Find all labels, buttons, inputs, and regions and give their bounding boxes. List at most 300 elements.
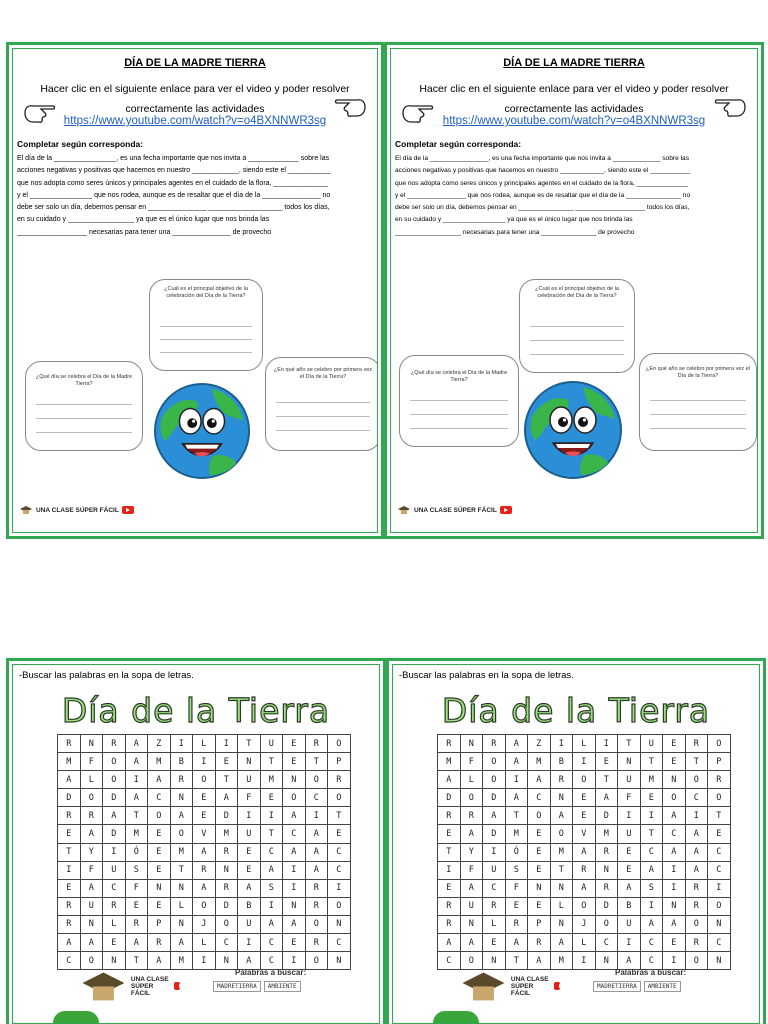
grid-letter[interactable]: I xyxy=(438,861,461,879)
grid-letter[interactable]: E xyxy=(125,897,148,915)
grid-letter[interactable]: S xyxy=(125,861,148,879)
grid-letter[interactable]: A xyxy=(685,861,708,879)
grid-letter[interactable]: M xyxy=(595,825,618,843)
grid-letter[interactable]: A xyxy=(685,843,708,861)
grid-letter[interactable]: R xyxy=(573,861,596,879)
grid-letter[interactable]: E xyxy=(438,879,461,897)
grid-letter[interactable]: V xyxy=(193,825,216,843)
grid-letter[interactable]: D xyxy=(103,825,126,843)
grid-letter[interactable]: E xyxy=(528,825,551,843)
grid-letter[interactable]: O xyxy=(708,735,731,753)
grid-letter[interactable]: A xyxy=(80,934,103,952)
grid-letter[interactable]: O xyxy=(685,915,708,933)
grid-letter[interactable]: O xyxy=(283,789,306,807)
grid-letter[interactable]: L xyxy=(573,735,596,753)
grid-letter[interactable]: A xyxy=(460,825,483,843)
grid-letter[interactable]: N xyxy=(328,915,351,933)
grid-letter[interactable]: A xyxy=(170,807,193,825)
grid-letter[interactable]: A xyxy=(618,879,641,897)
grid-letter[interactable]: L xyxy=(193,934,216,952)
grid-letter[interactable]: C xyxy=(438,952,461,970)
grid-letter[interactable]: I xyxy=(283,952,306,970)
grid-letter[interactable]: O xyxy=(550,825,573,843)
grid-letter[interactable]: T xyxy=(640,753,663,771)
question-box-right[interactable] xyxy=(265,357,378,451)
grid-letter[interactable]: N xyxy=(708,915,731,933)
grid-letter[interactable]: O xyxy=(708,897,731,915)
grid-letter[interactable]: I xyxy=(663,879,686,897)
grid-letter[interactable]: O xyxy=(305,915,328,933)
grid-letter[interactable]: E xyxy=(58,879,81,897)
grid-letter[interactable]: A xyxy=(505,735,528,753)
grid-letter[interactable]: T xyxy=(618,735,641,753)
grid-letter[interactable]: I xyxy=(640,807,663,825)
grid-letter[interactable]: E xyxy=(148,843,171,861)
grid-letter[interactable]: M xyxy=(640,771,663,789)
grid-letter[interactable]: O xyxy=(305,952,328,970)
grid-letter[interactable]: O xyxy=(103,753,126,771)
grid-letter[interactable]: N xyxy=(595,861,618,879)
grid-letter[interactable]: C xyxy=(260,843,283,861)
grid-letter[interactable]: R xyxy=(595,843,618,861)
grid-letter[interactable]: A xyxy=(640,915,663,933)
grid-letter[interactable]: R xyxy=(438,807,461,825)
grid-letter[interactable]: C xyxy=(708,843,731,861)
grid-letter[interactable]: A xyxy=(193,879,216,897)
grid-letter[interactable]: R xyxy=(685,735,708,753)
grid-letter[interactable]: N xyxy=(618,753,641,771)
grid-letter[interactable]: R xyxy=(215,843,238,861)
grid-letter[interactable]: O xyxy=(595,915,618,933)
grid-letter[interactable]: A xyxy=(618,952,641,970)
grid-letter[interactable]: U xyxy=(238,771,261,789)
grid-letter[interactable]: N xyxy=(170,915,193,933)
grid-letter[interactable]: R xyxy=(438,735,461,753)
grid-letter[interactable]: A xyxy=(283,807,306,825)
grid-letter[interactable]: C xyxy=(215,934,238,952)
grid-letter[interactable]: R xyxy=(483,897,506,915)
grid-letter[interactable]: P xyxy=(708,753,731,771)
grid-letter[interactable]: A xyxy=(283,843,306,861)
grid-letter[interactable]: I xyxy=(663,952,686,970)
grid-letter[interactable]: R xyxy=(505,915,528,933)
question-box-center[interactable] xyxy=(519,279,635,373)
grid-letter[interactable]: E xyxy=(193,807,216,825)
grid-letter[interactable]: C xyxy=(640,843,663,861)
grid-letter[interactable]: O xyxy=(573,897,596,915)
grid-letter[interactable]: T xyxy=(505,952,528,970)
grid-letter[interactable]: U xyxy=(460,897,483,915)
grid-letter[interactable]: I xyxy=(58,861,81,879)
grid-letter[interactable]: E xyxy=(663,934,686,952)
grid-letter[interactable]: R xyxy=(708,771,731,789)
grid-letter[interactable]: D xyxy=(595,807,618,825)
grid-letter[interactable]: A xyxy=(170,934,193,952)
video-link[interactable]: https://www.youtube.com/watch?v=o4BXNNWR3sg xyxy=(63,115,327,127)
grid-letter[interactable]: N xyxy=(528,879,551,897)
grid-letter[interactable]: I xyxy=(238,807,261,825)
grid-letter[interactable]: O xyxy=(573,771,596,789)
grid-letter[interactable]: I xyxy=(283,861,306,879)
grid-letter[interactable]: R xyxy=(58,735,81,753)
grid-letter[interactable]: A xyxy=(260,861,283,879)
grid-letter[interactable]: F xyxy=(460,861,483,879)
grid-letter[interactable]: I xyxy=(125,771,148,789)
grid-letter[interactable]: R xyxy=(305,735,328,753)
grid-letter[interactable]: N xyxy=(708,952,731,970)
grid-letter[interactable]: N xyxy=(80,915,103,933)
grid-letter[interactable]: U xyxy=(238,915,261,933)
grid-letter[interactable]: T xyxy=(125,807,148,825)
grid-letter[interactable]: R xyxy=(103,735,126,753)
grid-letter[interactable]: O xyxy=(80,952,103,970)
grid-letter[interactable]: V xyxy=(573,825,596,843)
grid-letter[interactable]: R xyxy=(595,879,618,897)
grid-letter[interactable]: A xyxy=(125,934,148,952)
grid-letter[interactable]: T xyxy=(260,753,283,771)
grid-letter[interactable]: N xyxy=(550,915,573,933)
grid-letter[interactable]: E xyxy=(640,789,663,807)
grid-letter[interactable]: E xyxy=(283,753,306,771)
grid-letter[interactable]: E xyxy=(283,735,306,753)
grid-letter[interactable]: L xyxy=(460,771,483,789)
grid-letter[interactable]: A xyxy=(125,789,148,807)
grid-letter[interactable]: E xyxy=(573,789,596,807)
grid-letter[interactable]: Z xyxy=(528,735,551,753)
grid-letter[interactable]: A xyxy=(125,753,148,771)
grid-letter[interactable]: A xyxy=(305,843,328,861)
grid-letter[interactable]: N xyxy=(215,861,238,879)
grid-letter[interactable]: U xyxy=(103,861,126,879)
grid-letter[interactable]: C xyxy=(483,879,506,897)
grid-letter[interactable]: A xyxy=(80,879,103,897)
grid-letter[interactable]: F xyxy=(80,861,103,879)
grid-letter[interactable]: I xyxy=(238,934,261,952)
grid-letter[interactable]: R xyxy=(438,897,461,915)
grid-letter[interactable]: Ó xyxy=(505,843,528,861)
grid-letter[interactable]: N xyxy=(170,879,193,897)
grid-letter[interactable]: D xyxy=(215,897,238,915)
grid-letter[interactable]: N xyxy=(238,753,261,771)
grid-letter[interactable]: N xyxy=(170,789,193,807)
grid-letter[interactable]: A xyxy=(438,934,461,952)
grid-letter[interactable]: R xyxy=(103,897,126,915)
grid-letter[interactable]: R xyxy=(685,934,708,952)
grid-letter[interactable]: E xyxy=(283,934,306,952)
grid-letter[interactable]: N xyxy=(328,952,351,970)
grid-letter[interactable]: C xyxy=(260,934,283,952)
grid-letter[interactable]: E xyxy=(528,861,551,879)
grid-letter[interactable]: Y xyxy=(460,843,483,861)
grid-letter[interactable]: C xyxy=(663,825,686,843)
grid-letter[interactable]: M xyxy=(438,753,461,771)
grid-letter[interactable]: S xyxy=(260,879,283,897)
grid-letter[interactable]: E xyxy=(260,789,283,807)
grid-letter[interactable]: T xyxy=(685,753,708,771)
grid-letter[interactable]: E xyxy=(148,825,171,843)
question-box-left[interactable] xyxy=(25,361,143,451)
grid-letter[interactable]: T xyxy=(238,735,261,753)
grid-letter[interactable]: U xyxy=(80,897,103,915)
grid-letter[interactable]: E xyxy=(148,897,171,915)
grid-letter[interactable]: T xyxy=(550,861,573,879)
grid-letter[interactable]: T xyxy=(260,825,283,843)
grid-letter[interactable]: I xyxy=(640,897,663,915)
grid-letter[interactable]: D xyxy=(483,825,506,843)
grid-letter[interactable]: S xyxy=(505,861,528,879)
grid-letter[interactable]: I xyxy=(618,807,641,825)
grid-letter[interactable]: F xyxy=(505,879,528,897)
grid-letter[interactable]: U xyxy=(483,861,506,879)
grid-letter[interactable]: I xyxy=(170,735,193,753)
grid-letter[interactable]: N xyxy=(283,771,306,789)
grid-letter[interactable]: I xyxy=(685,807,708,825)
grid-letter[interactable]: J xyxy=(573,915,596,933)
grid-letter[interactable]: N xyxy=(595,952,618,970)
grid-letter[interactable]: R xyxy=(215,879,238,897)
grid-letter[interactable]: A xyxy=(663,915,686,933)
grid-letter[interactable]: M xyxy=(58,753,81,771)
grid-letter[interactable]: R xyxy=(305,897,328,915)
grid-letter[interactable]: A xyxy=(460,934,483,952)
grid-letter[interactable]: I xyxy=(193,952,216,970)
grid-letter[interactable]: O xyxy=(328,789,351,807)
grid-letter[interactable]: O xyxy=(685,952,708,970)
grid-letter[interactable]: N xyxy=(663,897,686,915)
grid-letter[interactable]: R xyxy=(483,735,506,753)
grid-letter[interactable]: I xyxy=(260,897,283,915)
grid-letter[interactable]: R xyxy=(685,897,708,915)
grid-letter[interactable]: A xyxy=(550,934,573,952)
grid-letter[interactable]: F xyxy=(125,879,148,897)
grid-letter[interactable]: E xyxy=(238,843,261,861)
grid-letter[interactable]: P xyxy=(328,753,351,771)
grid-letter[interactable]: E xyxy=(618,861,641,879)
grid-letter[interactable]: M xyxy=(148,753,171,771)
grid-letter[interactable]: E xyxy=(573,807,596,825)
grid-letter[interactable]: M xyxy=(528,753,551,771)
grid-letter[interactable]: L xyxy=(103,915,126,933)
grid-letter[interactable]: M xyxy=(170,952,193,970)
grid-letter[interactable]: R xyxy=(550,771,573,789)
grid-letter[interactable]: T xyxy=(125,952,148,970)
grid-letter[interactable]: L xyxy=(193,735,216,753)
grid-letter[interactable]: O xyxy=(305,771,328,789)
grid-letter[interactable]: M xyxy=(125,825,148,843)
grid-letter[interactable]: E xyxy=(58,825,81,843)
grid-letter[interactable]: B xyxy=(618,897,641,915)
grid-letter[interactable]: C xyxy=(148,789,171,807)
grid-letter[interactable]: A xyxy=(283,915,306,933)
grid-letter[interactable]: C xyxy=(328,934,351,952)
grid-letter[interactable]: O xyxy=(148,807,171,825)
grid-letter[interactable]: C xyxy=(58,952,81,970)
grid-letter[interactable]: O xyxy=(663,789,686,807)
grid-letter[interactable]: E xyxy=(103,934,126,952)
grid-letter[interactable]: P xyxy=(148,915,171,933)
grid-letter[interactable]: A xyxy=(305,861,328,879)
grid-letter[interactable]: I xyxy=(260,807,283,825)
grid-letter[interactable]: M xyxy=(550,952,573,970)
letter-grid[interactable] xyxy=(57,734,351,970)
grid-letter[interactable]: O xyxy=(708,789,731,807)
grid-letter[interactable]: A xyxy=(640,861,663,879)
grid-letter[interactable]: C xyxy=(103,879,126,897)
grid-letter[interactable]: E xyxy=(663,735,686,753)
grid-letter[interactable]: O xyxy=(215,915,238,933)
grid-letter[interactable]: E xyxy=(483,934,506,952)
grid-letter[interactable]: E xyxy=(215,753,238,771)
grid-letter[interactable]: O xyxy=(528,807,551,825)
grid-letter[interactable]: A xyxy=(238,952,261,970)
grid-letter[interactable]: T xyxy=(505,807,528,825)
grid-letter[interactable]: Z xyxy=(148,735,171,753)
video-link[interactable]: https://www.youtube.com/watch?v=o4BXNNWR3sg xyxy=(442,115,706,127)
grid-letter[interactable]: R xyxy=(148,934,171,952)
grid-letter[interactable]: N xyxy=(283,897,306,915)
grid-letter[interactable]: R xyxy=(125,915,148,933)
question-box-right[interactable] xyxy=(639,353,757,451)
grid-letter[interactable]: F xyxy=(80,753,103,771)
grid-letter[interactable]: C xyxy=(260,952,283,970)
grid-letter[interactable]: N xyxy=(550,879,573,897)
grid-letter[interactable]: R xyxy=(170,771,193,789)
grid-letter[interactable]: T xyxy=(595,771,618,789)
grid-letter[interactable]: A xyxy=(483,807,506,825)
grid-letter[interactable]: I xyxy=(573,753,596,771)
grid-letter[interactable]: U xyxy=(640,735,663,753)
grid-letter[interactable]: A xyxy=(80,825,103,843)
grid-letter[interactable]: A xyxy=(438,771,461,789)
grid-letter[interactable]: D xyxy=(595,897,618,915)
grid-letter[interactable]: T xyxy=(438,843,461,861)
grid-letter[interactable]: E xyxy=(595,753,618,771)
grid-letter[interactable]: O xyxy=(328,897,351,915)
grid-letter[interactable]: E xyxy=(238,861,261,879)
grid-letter[interactable]: F xyxy=(460,753,483,771)
grid-letter[interactable]: F xyxy=(238,789,261,807)
grid-letter[interactable]: C xyxy=(328,843,351,861)
grid-letter[interactable]: I xyxy=(663,861,686,879)
grid-letter[interactable]: M xyxy=(505,825,528,843)
grid-letter[interactable]: I xyxy=(283,879,306,897)
grid-letter[interactable]: R xyxy=(80,807,103,825)
grid-letter[interactable]: A xyxy=(505,753,528,771)
grid-letter[interactable]: N xyxy=(663,771,686,789)
grid-letter[interactable]: A xyxy=(460,879,483,897)
grid-letter[interactable]: D xyxy=(438,789,461,807)
grid-letter[interactable]: O xyxy=(328,735,351,753)
grid-letter[interactable]: I xyxy=(193,753,216,771)
grid-letter[interactable]: I xyxy=(328,879,351,897)
grid-letter[interactable]: O xyxy=(460,952,483,970)
grid-letter[interactable]: A xyxy=(193,843,216,861)
grid-letter[interactable]: A xyxy=(103,807,126,825)
grid-letter[interactable]: T xyxy=(640,825,663,843)
grid-letter[interactable]: U xyxy=(238,825,261,843)
grid-letter[interactable]: E xyxy=(193,789,216,807)
grid-letter[interactable]: O xyxy=(460,789,483,807)
grid-letter[interactable]: C xyxy=(283,825,306,843)
grid-letter[interactable]: A xyxy=(238,879,261,897)
grid-letter[interactable]: T xyxy=(708,807,731,825)
grid-letter[interactable]: A xyxy=(573,879,596,897)
grid-letter[interactable]: A xyxy=(595,789,618,807)
grid-letter[interactable]: N xyxy=(460,735,483,753)
grid-letter[interactable]: R xyxy=(193,861,216,879)
grid-letter[interactable]: N xyxy=(215,952,238,970)
grid-letter[interactable]: M xyxy=(550,843,573,861)
grid-letter[interactable]: C xyxy=(685,789,708,807)
grid-letter[interactable]: R xyxy=(58,807,81,825)
grid-letter[interactable]: I xyxy=(618,934,641,952)
grid-letter[interactable]: C xyxy=(640,934,663,952)
grid-letter[interactable]: D xyxy=(483,789,506,807)
grid-letter[interactable]: O xyxy=(193,771,216,789)
grid-letter[interactable]: R xyxy=(305,879,328,897)
grid-letter[interactable]: E xyxy=(505,897,528,915)
grid-letter[interactable]: R xyxy=(528,934,551,952)
grid-letter[interactable]: T xyxy=(328,807,351,825)
grid-letter[interactable]: A xyxy=(573,843,596,861)
question-box-left[interactable] xyxy=(399,355,519,447)
grid-letter[interactable]: A xyxy=(58,934,81,952)
grid-letter[interactable]: R xyxy=(305,934,328,952)
grid-letter[interactable]: A xyxy=(305,825,328,843)
grid-letter[interactable]: M xyxy=(260,771,283,789)
grid-letter[interactable]: A xyxy=(58,771,81,789)
grid-letter[interactable]: E xyxy=(328,825,351,843)
grid-letter[interactable]: C xyxy=(708,934,731,952)
grid-letter[interactable]: E xyxy=(528,843,551,861)
grid-letter[interactable]: U xyxy=(618,915,641,933)
grid-letter[interactable]: T xyxy=(305,753,328,771)
grid-letter[interactable]: R xyxy=(685,879,708,897)
grid-letter[interactable]: C xyxy=(708,861,731,879)
letter-grid[interactable] xyxy=(437,734,731,970)
grid-letter[interactable]: B xyxy=(238,897,261,915)
grid-letter[interactable]: O xyxy=(193,897,216,915)
grid-letter[interactable]: M xyxy=(215,825,238,843)
grid-letter[interactable]: A xyxy=(148,952,171,970)
grid-letter[interactable]: R xyxy=(58,915,81,933)
grid-letter[interactable]: I xyxy=(483,843,506,861)
grid-letter[interactable]: N xyxy=(460,915,483,933)
grid-letter[interactable]: T xyxy=(58,843,81,861)
grid-letter[interactable]: L xyxy=(80,771,103,789)
grid-letter[interactable]: L xyxy=(573,934,596,952)
grid-letter[interactable]: T xyxy=(170,861,193,879)
grid-letter[interactable]: A xyxy=(685,825,708,843)
grid-letter[interactable]: L xyxy=(483,915,506,933)
grid-letter[interactable]: I xyxy=(505,771,528,789)
grid-letter[interactable]: B xyxy=(170,753,193,771)
grid-letter[interactable]: U xyxy=(260,735,283,753)
grid-letter[interactable]: N xyxy=(80,735,103,753)
grid-letter[interactable]: D xyxy=(58,789,81,807)
grid-letter[interactable]: J xyxy=(193,915,216,933)
grid-letter[interactable]: I xyxy=(595,735,618,753)
grid-letter[interactable]: O xyxy=(685,771,708,789)
grid-letter[interactable]: E xyxy=(618,843,641,861)
grid-letter[interactable]: C xyxy=(328,861,351,879)
grid-letter[interactable]: S xyxy=(640,879,663,897)
grid-letter[interactable]: D xyxy=(215,807,238,825)
grid-letter[interactable]: I xyxy=(215,735,238,753)
grid-letter[interactable]: R xyxy=(460,807,483,825)
grid-letter[interactable]: R xyxy=(58,897,81,915)
grid-letter[interactable]: M xyxy=(170,843,193,861)
